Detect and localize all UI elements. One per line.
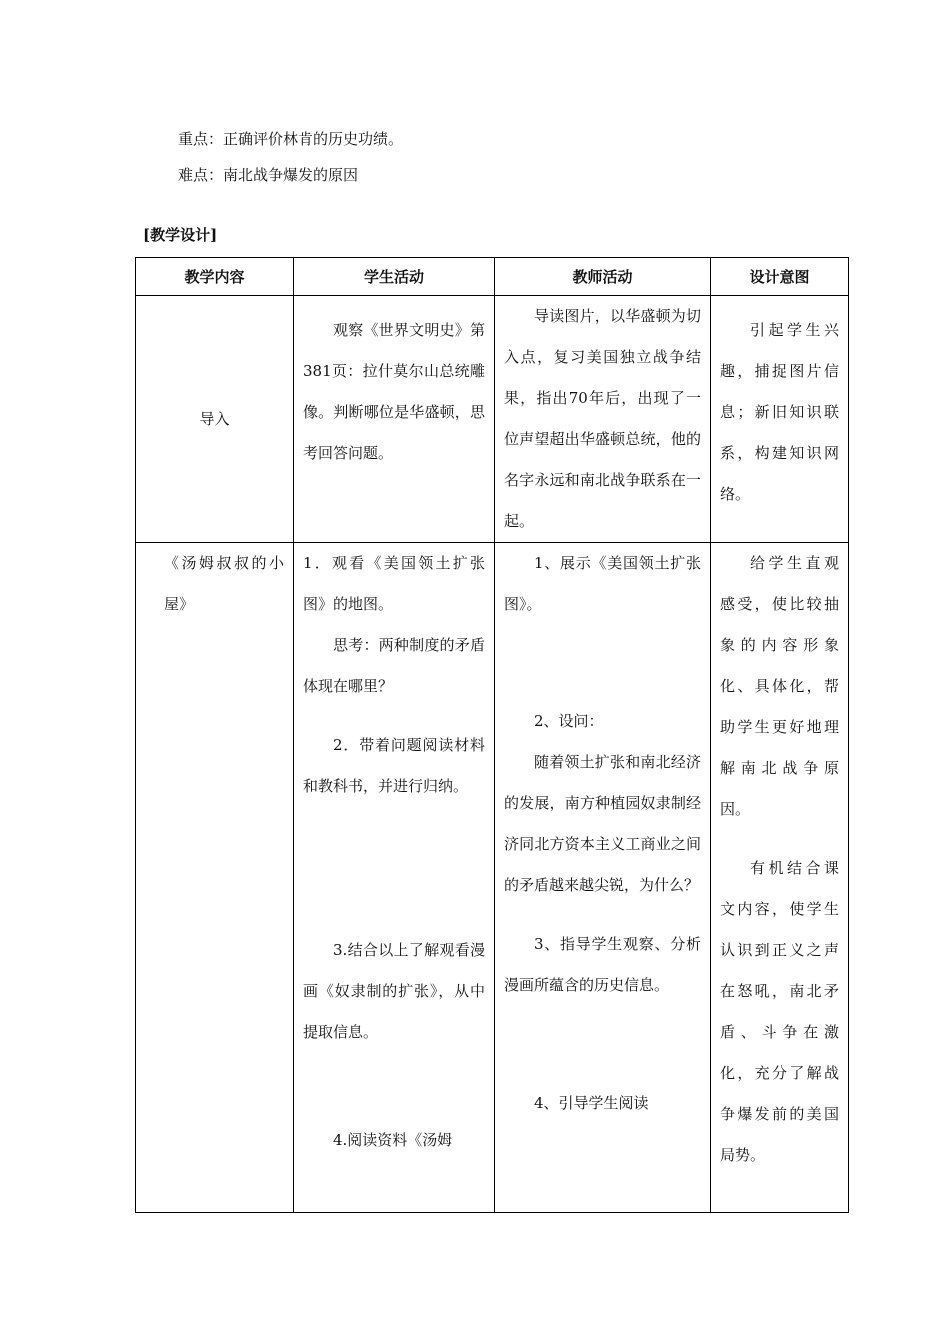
table-row bbox=[136, 296, 849, 543]
section-title: [教学设计] bbox=[143, 226, 218, 244]
row2-student-text-3: 2．带着问题阅读材料和教科书，并进行归纳。 bbox=[303, 736, 485, 795]
row2-intent-text-2: 有机结合课文内容，使学生认识到正义之声在怒吼，南北矛盾、斗争在激化，充分了解战争爆发前的美国局势。 bbox=[720, 859, 839, 1164]
header-design-intent: 设计意图 bbox=[711, 258, 849, 296]
row2-intent bbox=[711, 543, 849, 1213]
row2-intent-text-1: 给学生直观感受，使比较抽象的内容形象化、具体化，帮助学生更好地理解南北战争原因。 bbox=[720, 554, 839, 818]
row2-content: 《汤姆叔叔的小屋》 bbox=[136, 543, 294, 1213]
teaching-design-table bbox=[135, 257, 849, 1213]
row2-teacher-text-4: 3、指导学生观察、分析漫画所蕴含的历史信息。 bbox=[504, 935, 701, 994]
row2-student-text-5: 4.阅读资料《汤姆 bbox=[333, 1131, 453, 1149]
header-teacher-activity: 教师活动 bbox=[495, 258, 711, 296]
row2-teacher-text-1: 1、展示《美国领土扩张图》。 bbox=[504, 554, 701, 613]
header-content: 教学内容 bbox=[136, 258, 294, 296]
row2-student-text-4: 3.结合以上了解观看漫画《奴隶制的扩张》，从中提取信息。 bbox=[303, 941, 485, 1041]
row2-teacher-text-3: 随着领土扩张和南北经济的发展，南方种植园奴隶制经济同北方资本主义工商业之间的矛盾越来越尖锐，为什么？ bbox=[504, 753, 701, 894]
table-header-row bbox=[136, 258, 849, 296]
row1-content: 导入 bbox=[136, 296, 294, 543]
header-student-activity: 学生活动 bbox=[294, 258, 495, 296]
row1-intent-text: 引起学生兴趣，捕捉图片信息；新旧知识联系，构建知识网络。 bbox=[720, 321, 839, 503]
row1-student bbox=[294, 296, 495, 543]
row2-teacher-text-5: 4、引导学生阅读 bbox=[534, 1094, 649, 1112]
row1-student-text: 观察《世界文明史》第381页：拉什莫尔山总统雕像。判断哪位是华盛顿，思考回答问题。 bbox=[303, 321, 485, 462]
key-point-text: 重点：正确评价林肯的历史功绩。 bbox=[178, 130, 404, 148]
table-row bbox=[136, 543, 849, 1213]
row2-student bbox=[294, 543, 495, 1213]
row2-student-text-1: 1．观看《美国领土扩张图》的地图。 bbox=[303, 554, 485, 613]
row2-teacher-text-2: 2、设问： bbox=[534, 712, 604, 730]
row1-teacher bbox=[495, 296, 711, 543]
row1-intent bbox=[711, 296, 849, 543]
difficult-point-text: 难点：南北战争爆发的原因 bbox=[178, 166, 359, 184]
row2-student-text-2: 思考：两种制度的矛盾体现在哪里？ bbox=[303, 636, 485, 695]
row1-teacher-text: 导读图片，以华盛顿为切入点，复习美国独立战争结果，指出70年后，出现了一位声望超出华盛顿总统，他的名字永远和南北战争联系在一起。 bbox=[504, 307, 701, 530]
row2-teacher bbox=[495, 543, 711, 1213]
